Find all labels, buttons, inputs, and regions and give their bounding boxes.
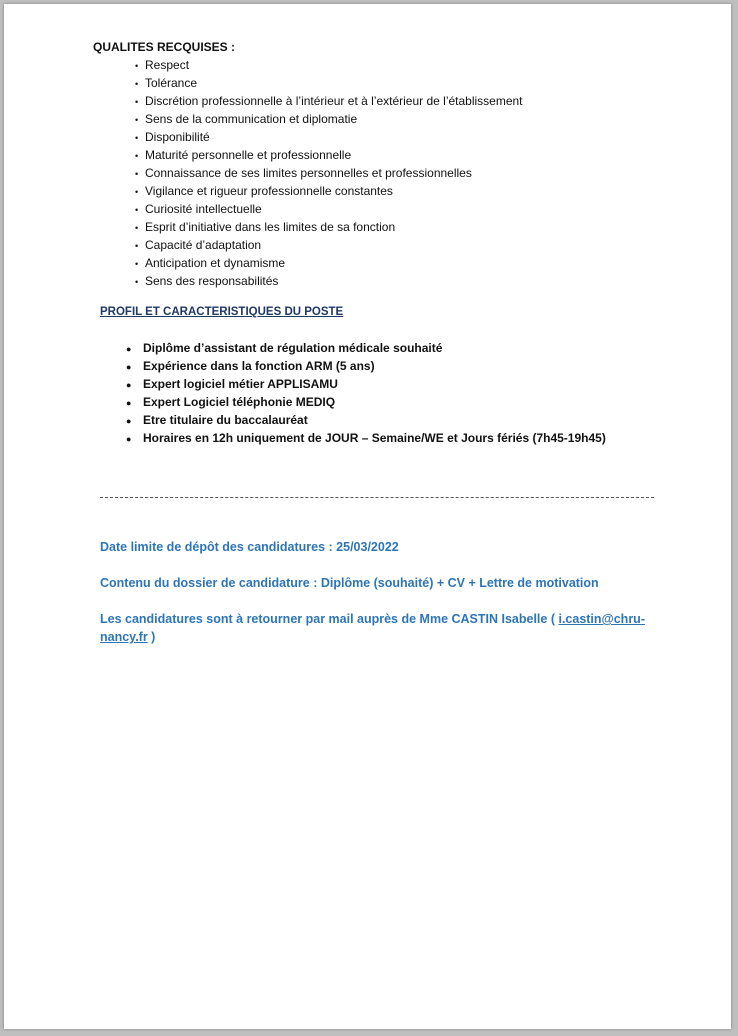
retour-suffix: )	[147, 630, 156, 644]
list-item: • Respect	[135, 57, 523, 75]
list-item: • Sens des responsabilités	[135, 273, 523, 291]
bullet-icon: •	[135, 223, 139, 233]
bullet-icon: •	[135, 151, 139, 161]
list-item: ● Diplôme d’assistant de régulation médicale souhaité	[126, 340, 606, 358]
bullet-icon: •	[135, 61, 139, 71]
list-item: • Anticipation et dynamisme	[135, 255, 523, 273]
list-item: • Sens de la communication et diplomatie	[135, 111, 523, 129]
retour-prefix: Les candidatures sont à retourner par mail auprès de Mme CASTIN Isabelle (	[100, 612, 559, 626]
bullet-icon: •	[135, 97, 139, 107]
list-item: • Vigilance et rigueur professionnelle constantes	[135, 183, 523, 201]
list-item: ● Etre titulaire du baccalauréat	[126, 412, 606, 430]
date-limite-text: Date limite de dépôt des candidatures : 25/03/2022	[100, 540, 399, 554]
list-item: • Capacité d’adaptation	[135, 237, 523, 255]
bullet-icon: ●	[126, 398, 132, 408]
list-item: • Discrétion professionnelle à l’intérieur et à l’extérieur de l’établissement	[135, 93, 523, 111]
profil-list	[126, 340, 606, 448]
list-item: • Maturité personnelle et professionnelle	[135, 147, 523, 165]
bullet-icon: •	[135, 169, 139, 179]
dashed-separator	[100, 497, 654, 498]
list-item: ● Expérience dans la fonction ARM (5 ans)	[126, 358, 606, 376]
bullet-icon: •	[135, 187, 139, 197]
bullet-icon: •	[135, 79, 139, 89]
bullet-icon: •	[135, 259, 139, 269]
bullet-icon: •	[135, 133, 139, 143]
contenu-dossier-text: Contenu du dossier de candidature : Diplôme (souhaité) + CV + Lettre de motivation	[100, 576, 599, 590]
list-item: • Connaissance de ses limites personnelles et professionnelles	[135, 165, 523, 183]
list-item: • Curiosité intellectuelle	[135, 201, 523, 219]
qualites-list	[135, 57, 523, 291]
retour-candidature-text	[100, 610, 660, 646]
bullet-icon: ●	[126, 344, 132, 354]
profil-title: PROFIL ET CARACTERISTIQUES DU POSTE	[100, 306, 344, 318]
bullet-icon: ●	[126, 434, 132, 444]
list-item: • Tolérance	[135, 75, 523, 93]
bullet-icon: ●	[126, 362, 132, 372]
list-item: • Disponibilité	[135, 129, 523, 147]
list-item: ● Expert logiciel métier APPLISAMU	[126, 376, 606, 394]
bullet-icon: •	[135, 277, 139, 287]
bullet-icon: ●	[126, 416, 132, 426]
document-page	[4, 4, 731, 1029]
bullet-icon: •	[135, 241, 139, 251]
list-item: ● Horaires en 12h uniquement de JOUR – Semaine/WE et Jours fériés (7h45-19h45)	[126, 430, 606, 448]
email-link[interactable]: i.castin@chru-nancy.fr	[100, 612, 645, 644]
list-item: • Esprit d’initiative dans les limites de sa fonction	[135, 219, 523, 237]
bullet-icon: •	[135, 205, 139, 215]
bullet-icon: ●	[126, 380, 132, 390]
list-item: ● Expert Logiciel téléphonie MEDIQ	[126, 394, 606, 412]
bullet-icon: •	[135, 115, 139, 125]
qualites-title: QUALITES RECQUISES :	[93, 40, 236, 54]
